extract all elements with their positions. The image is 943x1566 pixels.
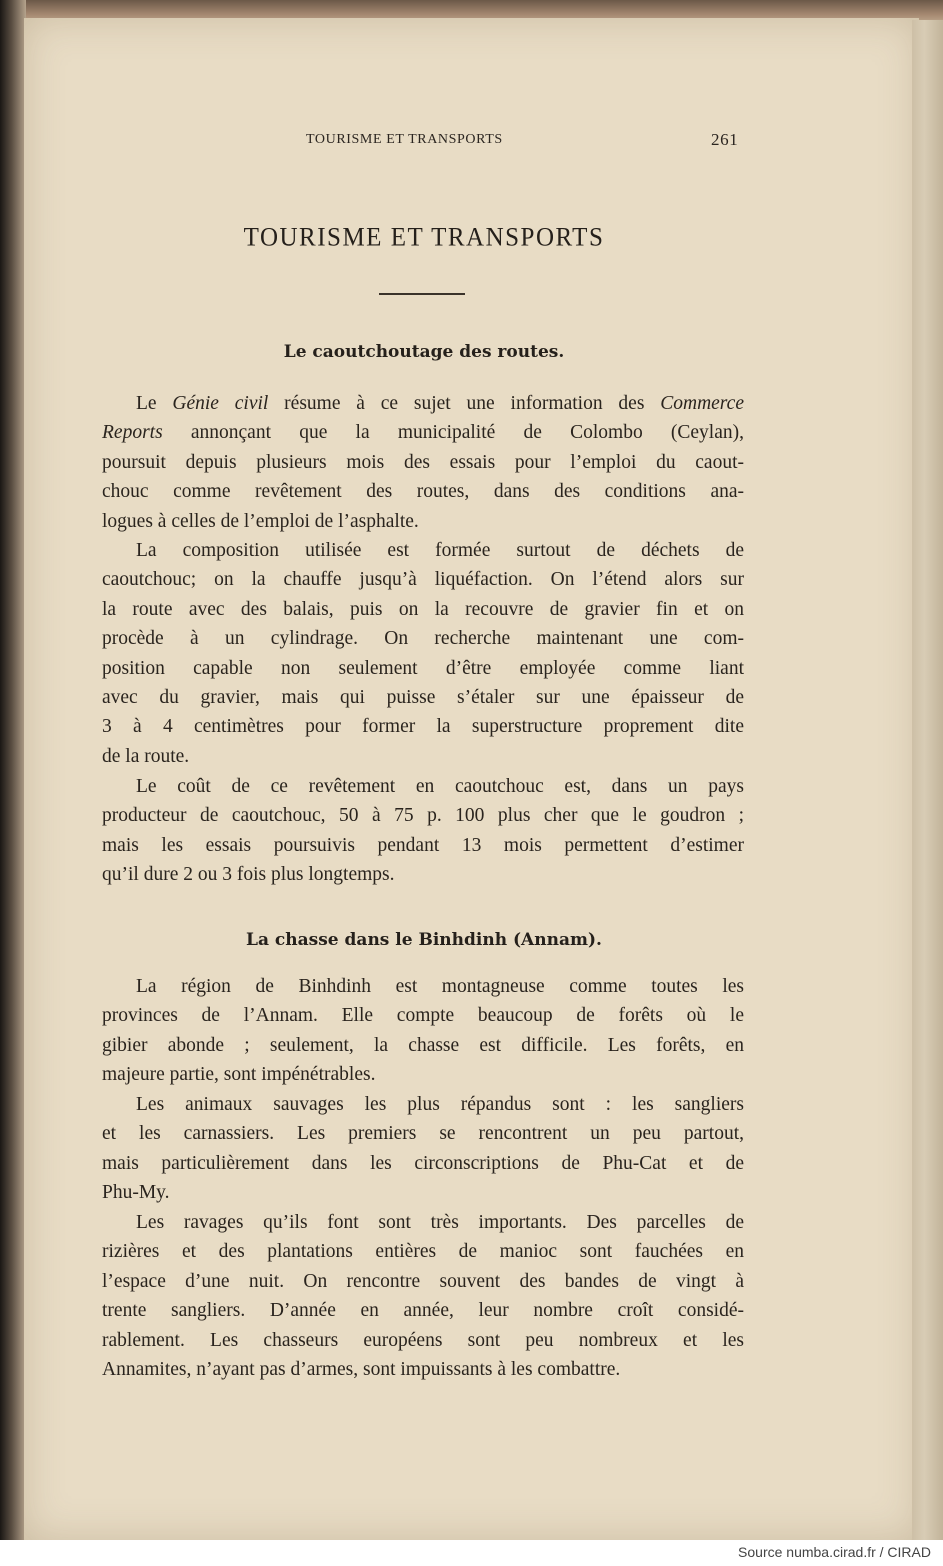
- text-line: mais les essais poursuivis pendant 13 mois permettent d’estimer: [102, 834, 744, 856]
- text-line: Les animaux sauvages les plus répandus sont : les sangliers: [136, 1094, 744, 1115]
- section-heading-rubber-roads: Le caoutchoutage des routes.: [283, 342, 565, 362]
- text-line: caoutchouc; on la chauffe jusqu’à liquéfaction. On l’étend alors sur: [102, 569, 744, 591]
- section-heading-hunting: La chasse dans le Binhdinh (Annam).: [246, 930, 602, 950]
- text-line: Le coût de ce revêtement en caoutchouc est, dans un pays: [136, 776, 744, 797]
- text-line: Le Génie civil résume à ce sujet une information des Commerce: [136, 393, 744, 414]
- text-line: procède à un cylindrage. On recherche maintenant une com-: [102, 628, 744, 650]
- text-line: et les carnassiers. Les premiers se rencontrent un peu partout,: [102, 1123, 744, 1145]
- text-line: provinces de l’Annam. Elle compte beaucoup de forêts où le: [102, 1005, 744, 1027]
- text-line: qu’il dure 2 ou 3 fois plus longtemps.: [102, 864, 395, 886]
- running-head: [0, 132, 943, 152]
- text-line: majeure partie, sont impénétrables.: [102, 1064, 376, 1086]
- title-divider: [379, 293, 465, 295]
- text-line: Annamites, n’ayant pas d’armes, sont impuissants à les combattre.: [102, 1358, 621, 1380]
- running-title: TOURISME ET TRANSPORTS: [306, 132, 503, 147]
- text-line: chouc comme revêtement des routes, dans des conditions ana-: [102, 481, 744, 503]
- text-line: rizières et des plantations entières de manioc sont fauchées en: [102, 1241, 744, 1263]
- text-line: Phu-My.: [102, 1182, 170, 1204]
- text-line: La région de Binhdinh est montagneuse comme toutes les: [136, 976, 744, 997]
- text-line: producteur de caoutchouc, 50 à 75 p. 100 plus cher que le goudron ;: [102, 805, 744, 827]
- text-line: position capable non seulement d’être employée comme liant: [102, 657, 744, 679]
- text-line: logues à celles de l’emploi de l’asphalte.: [102, 510, 419, 532]
- section1-paragraph-3: [102, 772, 744, 890]
- text-line: La composition utilisée est formée surtout de déchets de: [136, 540, 744, 561]
- source-credit: Source numba.cirad.fr / CIRAD: [738, 1544, 931, 1560]
- section1-paragraph-1: [102, 389, 744, 536]
- text-line: rablement. Les chasseurs européens sont peu nombreux et les: [102, 1329, 744, 1351]
- section2-paragraph-2: [102, 1090, 744, 1208]
- section2-paragraph-1: [102, 972, 744, 1090]
- text-line: avec du gravier, mais qui puisse s’étaler sur une épaisseur de: [102, 686, 744, 708]
- text-line: Les ravages qu’ils font sont très importants. Des parcelles de: [136, 1212, 744, 1233]
- text-line: 3 à 4 centimètres pour former la superstructure proprement dite: [102, 716, 744, 738]
- text-line: trente sangliers. D’année en année, leur nombre croît considé-: [102, 1300, 744, 1322]
- text-line: Reports annonçant que la municipalité de Colombo (Ceylan),: [102, 422, 744, 444]
- section2-paragraph-3: [102, 1208, 744, 1384]
- text-line: la route avec des balais, puis on la recouvre de gravier fin et on: [102, 598, 744, 620]
- text-line: mais particulièrement dans les circonscriptions de Phu-Cat et de: [102, 1152, 744, 1174]
- text-line: de la route.: [102, 745, 190, 767]
- page-title: TOURISME ET TRANSPORTS: [243, 223, 605, 252]
- text-line: poursuit depuis plusieurs mois des essais pour l’emploi du caout-: [102, 451, 744, 473]
- text-line: gibier abonde ; seulement, la chasse est difficile. Les forêts, en: [102, 1034, 744, 1056]
- page-stack-edge: [912, 20, 943, 1540]
- page-number: 261: [711, 130, 739, 149]
- section1-paragraph-2: [102, 536, 744, 771]
- text-line: l’espace d’une nuit. On rencontre souvent des bandes de vingt à: [102, 1270, 744, 1292]
